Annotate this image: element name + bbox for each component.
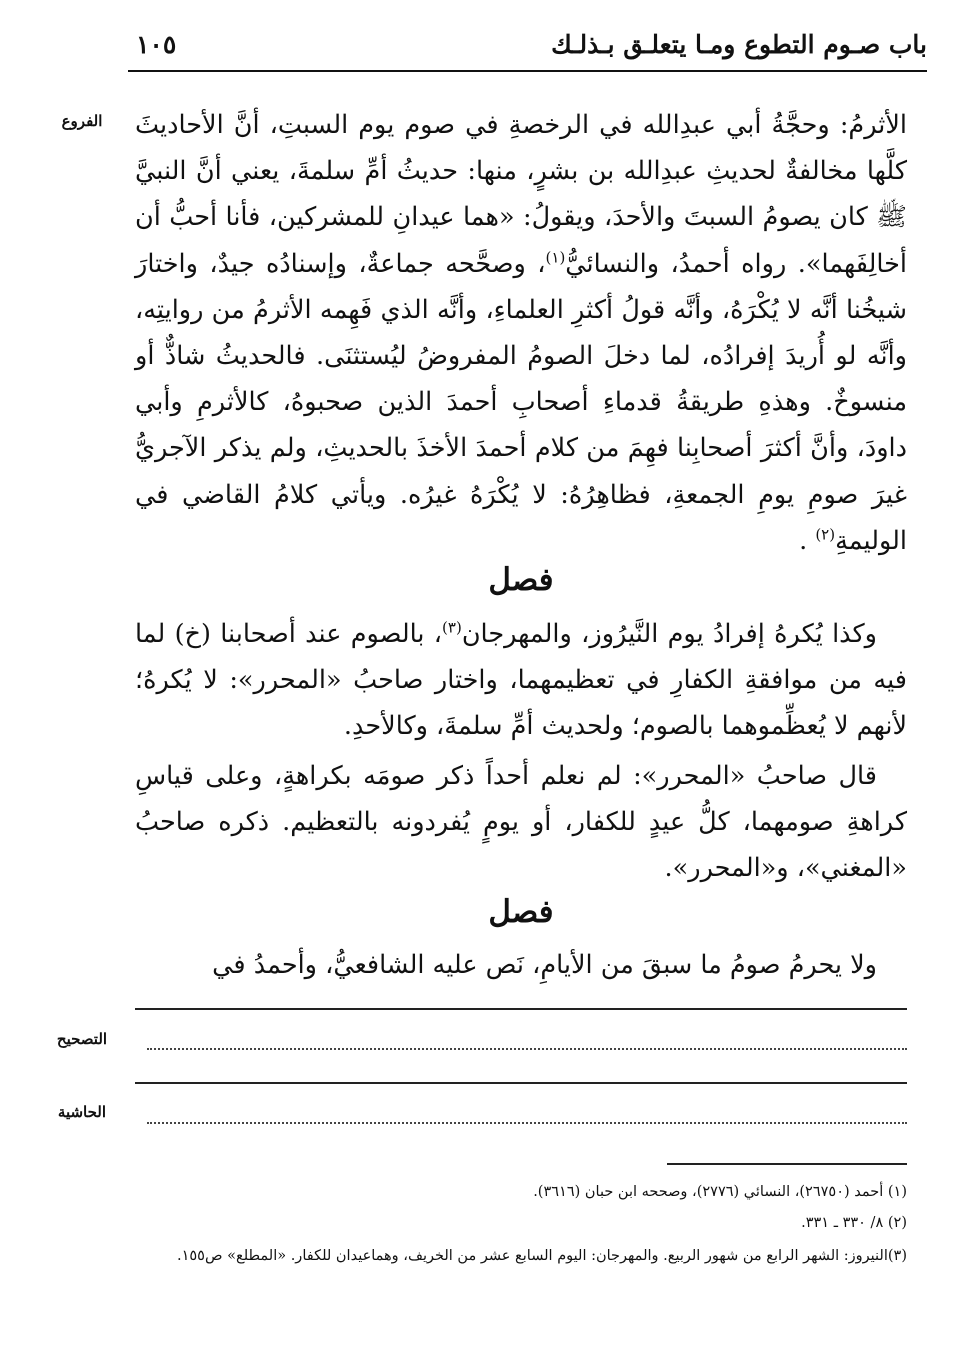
gloss-dotted-line xyxy=(147,1122,907,1124)
footnote-ref-1: (١) xyxy=(545,248,566,267)
section1-paragraph-2: قال صاحبُ «المحرر»: لم نعلم أحداً ذكر صومَه بكراهةٍ، وعلى قياسِ كراهةِ صومهما، كلُّ عيدٍ للكفار، أو يومٍ يُفردونه بالتعظيم. ذكره صاحبُ «المغني»، و«المحرر». xyxy=(135,761,907,884)
footnote-2: (٢) ٨/ ٣٣٠ ـ ٣٣١. xyxy=(801,1215,907,1231)
top-rule xyxy=(135,1008,907,1010)
footnote-ref-3: (٣) xyxy=(442,618,462,637)
page-number: ١٠٥ xyxy=(136,30,177,59)
margin-label-correction: التصحيح xyxy=(56,1030,108,1048)
main-text-part1: الأثرمُ: وحجَّةُ أبي عبدِالله في الرخصةِ في صوم يوم السبتِ، أنَّ الأحاديثَ كلَّها مخالفةٌ لحديثِ عبدِالله بن بشرٍ، منها: حديثُ أمِّ سلمةَ، يعني أنَّ النبيَّ ﷺ كان يصومُ السبتَ والأحدَ، ويقولُ: «هما عيدانِ للمشركين، فأنا أحبُّ أن أخالِفَهما». رواه أحمدُ، والنسائيُّ xyxy=(135,110,907,279)
middle-rule xyxy=(135,1082,907,1084)
chapter-title: باب صـوم التطوع ومـا يتعلـق بـذلـك xyxy=(551,30,927,59)
main-text-end: . xyxy=(799,525,808,556)
correction-dotted-line xyxy=(147,1048,907,1050)
section2-paragraph-1: ولا يحرمُ صومُ ما سبقَ من الأيامِ، نَص عليه الشافعيُّ، وأحمدُ في xyxy=(212,950,877,980)
section1-paragraph-1 xyxy=(135,611,907,750)
running-header xyxy=(128,28,927,72)
footnote-separator xyxy=(667,1163,907,1165)
footnote-3: (٣)النيروز: الشهر الرابع من شهور الربيع. والمهرجان: اليوم السابع عشر من الخريف، وهماعيدان للكفار. «المطلع» ص١٥٥. xyxy=(176,1248,907,1264)
section-heading-2: فصل xyxy=(488,894,554,930)
main-text xyxy=(135,102,907,564)
margin-label-gloss: الحاشية xyxy=(57,1103,107,1121)
section1-para1-start: وكذا يُكرهُ إفرادُ يوم النَّيرُوز، والمهرجان xyxy=(461,619,878,649)
main-text-part2: ، وصحَّحه جماعةٌ، وإسنادُه جيدٌ، واختارَ شيخُنا أنَّه لا يُكْرَهُ، وأنَّه قولُ أكثرِ العلماءِ، وأنَّه الذي فَهِمه الأثرمُ من روايتِه، وأنَّه لو أُريدَ إفرادُه، لما دخلَ الصومُ المفروضُ ليُستثنَى. فالحديثُ شاذٌّ أو منسوخٌ. وهذهِ طريقةُ قدماءِ أصحابِ أحمدَ الذين صحبوهُ، كالأثرمِ وأبي داودَ، وأنَّ أكثرَ أصحابِنا فهِمَ من كلام أحمدَ الأخذَ بالحديثِ، ولم يذكر الآجريُّ غيرَ صومِ يومِ الجمعةِ، فظاهِرُهُ: لا يُكْرَهُ غيرُه. ويأتي كلامُ القاضي في الوليمةِ xyxy=(135,248,907,556)
margin-label-branches: الفروع xyxy=(61,112,103,130)
footnote-ref-2: (٢) xyxy=(815,525,836,544)
section1-para1-end: ، بالصوم عند أصحابنا (خ) لما فيه من موافقةِ الكفارِ في تعظيمهما، واختار صاحبُ «المحرر»: لا يُكرهُ؛ لأنهم لا يُعظِّموهما بالصوم؛ ولحديث أمِّ سلمةَ، وكالأحدِ. xyxy=(135,619,907,742)
footnote-1: (١) أحمد (٢٦٧٥٠)، النسائي (٢٧٧٦)، وصححه ابن حبان (٣٦١٦). xyxy=(533,1184,907,1200)
section-heading-1: فصل xyxy=(488,562,554,598)
